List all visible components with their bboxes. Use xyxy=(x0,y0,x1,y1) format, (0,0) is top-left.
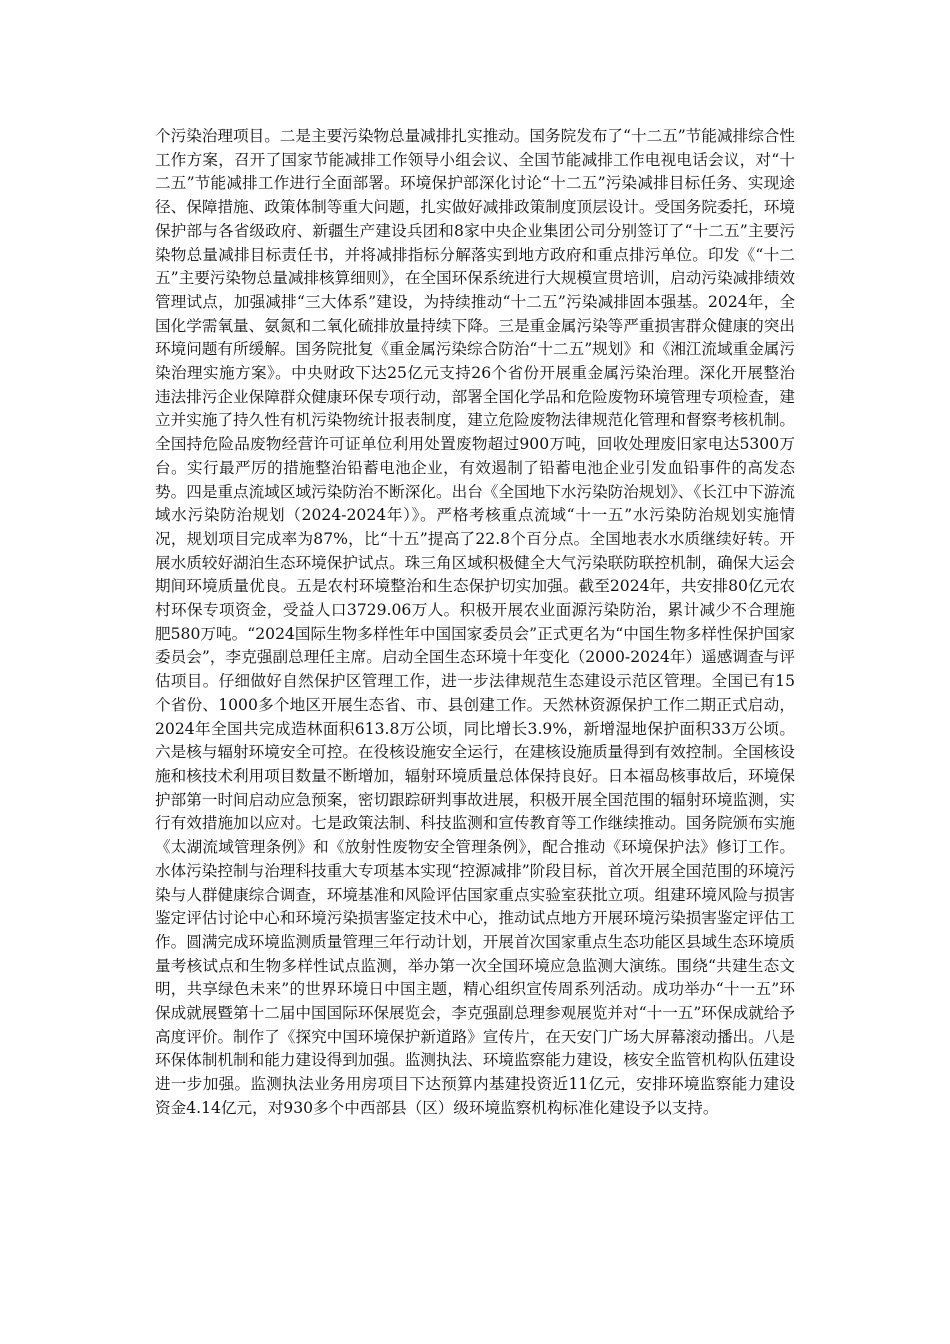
body-paragraph: 个污染治理项目。二是主要污染物总量减排扎实推动。国务院发布了“十二五”节能减排综合性工作方案，召开了国家节能减排工作领导小组会议、全国节能减排工作电视电话会议，对“十二五”节能减排工作进行全面部署。环境保护部深化讨论“十二五”污染减排目标任务、实现途径、保障措施、政策体制等重大问题，扎实做好减排政策制度顶层设计。受国务院委托，环境保护部与各省级政府、新疆生产建设兵团和8家中央企业集团公司分别签订了“十二五”主要污染物总量减排目标责任书，并将减排指标分解落实到地方政府和重点排污单位。印发《“十二五”主要污染物总量减排核算细则》，在全国环保系统进行大规模宣贯培训，启动污染减排绩效管理试点，加强减排“三大体系”建设，为持续推动“十二五”污染减排固本强基。2024年，全国化学需氧量、氨氮和二氧化硫排放量持续下降。三是重金属污染等严重损害群众健康的突出环境问题有所缓解。国务院批复《重金属污染综合防治“十二五”规划》和《湘江流域重金属污染治理实施方案》。中央财政下达25亿元支持26个省份开展重金属污染治理。深化开展整治违法排污企业保障群众健康环保专项行动，部署全国化学品和危险废物环境管理专项检查，建立并实施了持久性有机污染物统计报表制度，建立危险废物法律规范化管理和督察考核机制。全国持危险品废物经营许可证单位利用处置废物超过900万吨，回收处理废旧家电达5300万台。实行最严厉的措施整治铅蓄电池企业，有效遏制了铅蓄电池企业引发血铅事件的高发态势。四是重点流域区域污染防治不断深化。出台《全国地下水污染防治规划》、《长江中下游流域水污染防治规划（2024-2024年）》。严格考核重点流域“十一五”水污染防治规划实施情况，规划项目完成率为87%，比“十五”提高了22.8个百分点。全国地表水水质继续好转。开展水质较好湖泊生态环境保护试点。珠三角区域积极健全大气污染联防联控机制，确保大运会期间环境质量优良。五是农村环境整治和生态保护切实加强。截至2024年，共安排80亿元农村环保专项资金，受益人口3729.06万人。积极开展农业面源污染防治，累计减少不合理施肥580万吨。“2024国际生物多样性年中国国家委员会”正式更名为“中国生物多样性保护国家委员会”，李克强副总理任主席。启动全国生态环境十年变化（2000-2024年）遥感调查与评估项目。仔细做好自然保护区管理工作，进一步法律规范生态建设示范区管理。全国已有15个省份、1000多个地区开展生态省、市、县创建工作。天然林资源保护工作二期正式启动，2024年全国共完成造林面积613.8万公顷，同比增长3.9%，新增湿地保护面积33万公顷。六是核与辐射环境安全可控。在役核设施安全运行，在建核设施质量得到有效控制。全国核设施和核技术利用项目数量不断增加，辐射环境质量总体保持良好。日本福岛核事故后，环境保护部第一时间启动应急预案，密切跟踪研判事故进展，积极开展全国范围的辐射环境监测，实行有效措施加以应对。七是政策法制、科技监测和宣传教育等工作继续推动。国务院颁布实施《太湖流域管理条例》和《放射性废物安全管理条例》，配合推动《环境保护法》修订工作。水体污染控制与治理科技重大专项基本实现“控源减排”阶段目标，首次开展全国范围的环境污染与人群健康综合调查，环境基准和风险评估国家重点实验室获批立项。组建环境风险与损害鉴定评估讨论中心和环境污染损害鉴定技术中心，推动试点地方开展环境污染损害鉴定评估工作。圆满完成环境监测质量管理三年行动计划，开展首次国家重点生态功能区县域生态环境质量考核试点和生物多样性试点监测，举办第一次全国环境应急监测大演练。围绕“共建生态文明，共享绿色未来”的世界环境日中国主题，精心组织宣传周系列活动。成功举办“十一五”环保成就展暨第十二届中国国际环保展览会，李克强副总理参观展览并对“十一五”环保成就给予高度评价。制作了《探究中国环境保护新道路》宣传片，在天安门广场大屏幕滚动播出。八是环保体制机制和能力建设得到加强。监测执法、环境监察能力建设，核安全监管机构队伍建设进一步加强。监测执法业务用房项目下达预算内基建投资近11亿元，安排环境监察能力建设资金4.14亿元，对930多个中西部县（区）级环境监察机构标准化建设予以支持。 xyxy=(155,127,795,1117)
